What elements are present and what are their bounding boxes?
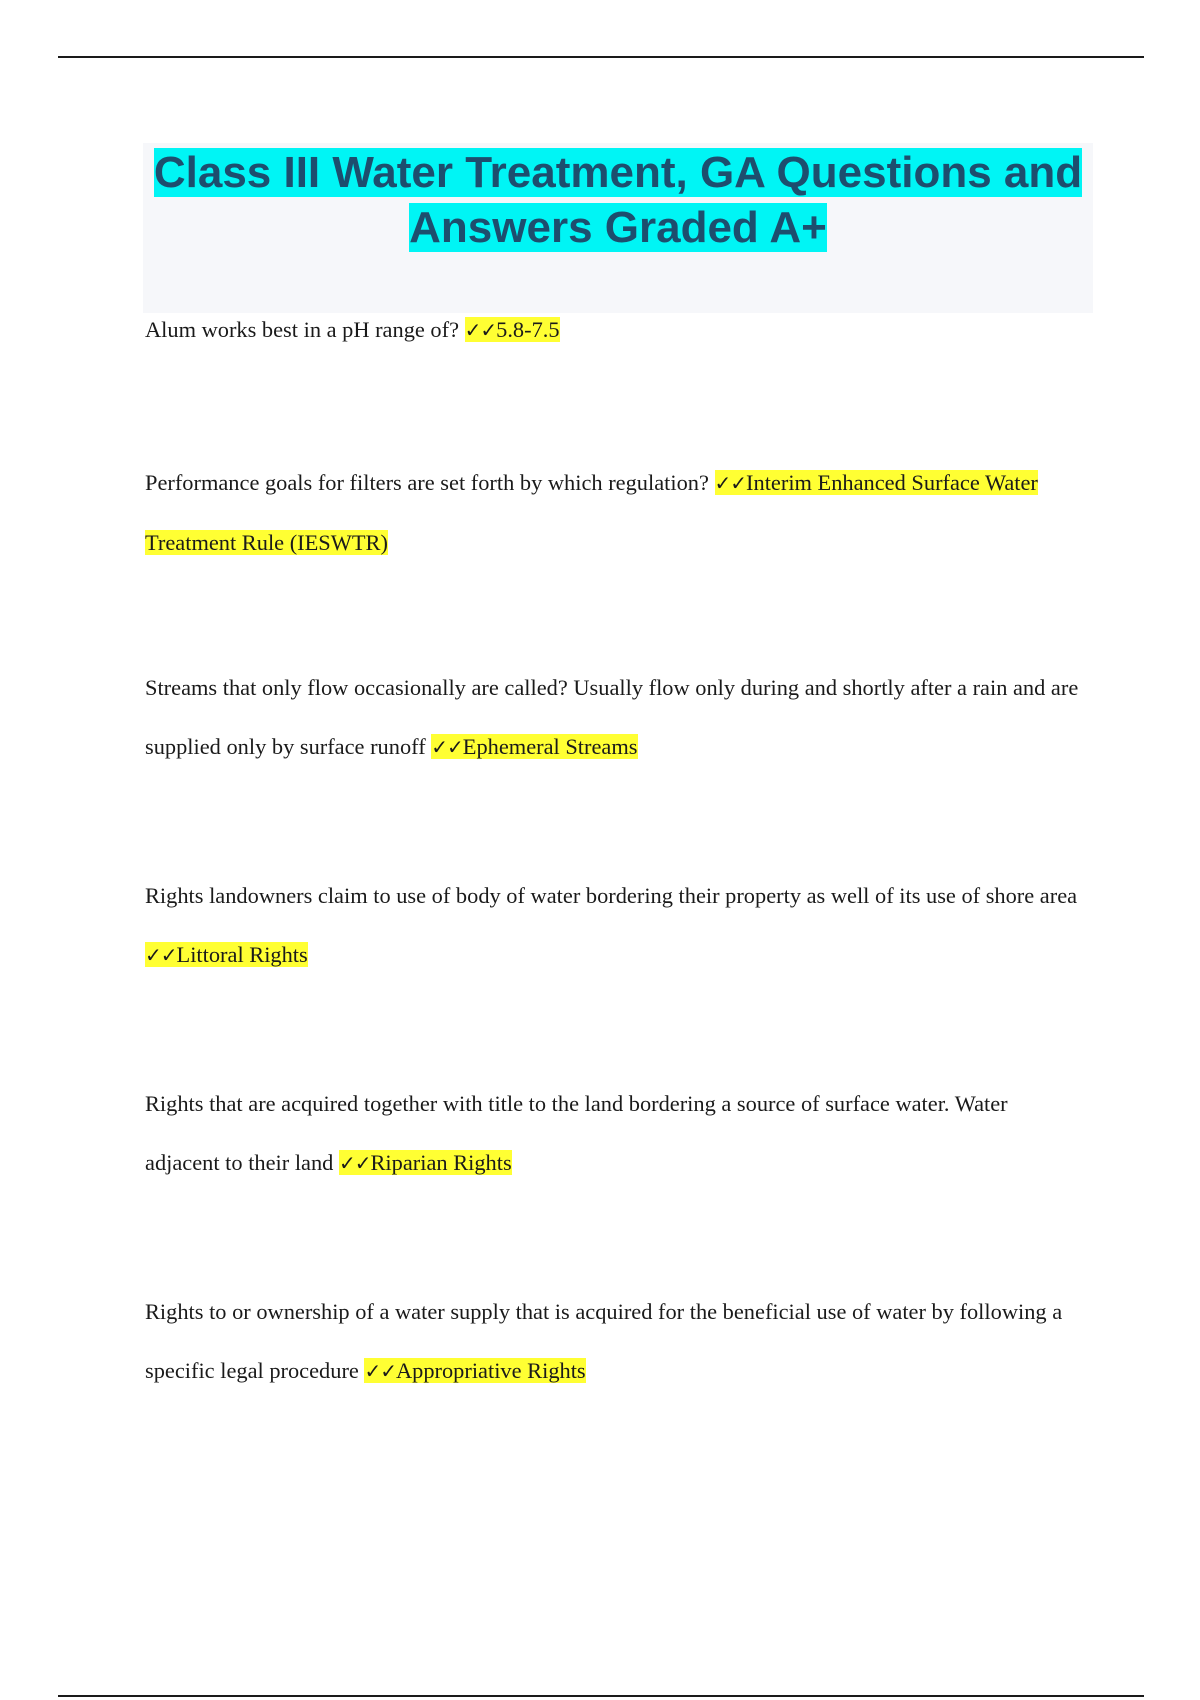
page-top-rule bbox=[58, 56, 1144, 58]
answer-highlight bbox=[145, 942, 308, 967]
answer-highlight bbox=[431, 734, 637, 759]
question-text: Streams that only flow occasionally are called? Usually flow only during and shortly after a rain and are supplied only by surface runoff bbox=[145, 675, 1079, 759]
answer-text: Interim Enhanced Surface Water Treatment Rule (IESWTR) bbox=[145, 470, 1038, 555]
double-check-icon: ✓✓ bbox=[145, 943, 177, 967]
question-text: Alum works best in a pH range of? bbox=[145, 317, 460, 342]
answer-text: Riparian Rights bbox=[370, 1150, 512, 1175]
answer-highlight bbox=[339, 1150, 512, 1175]
qa-item bbox=[145, 1074, 1085, 1193]
answer-text: Ephemeral Streams bbox=[462, 734, 638, 759]
qa-item bbox=[145, 453, 1085, 572]
double-check-icon: ✓✓ bbox=[364, 1359, 396, 1383]
qa-item bbox=[145, 866, 1085, 985]
question-text: Performance goals for filters are set forth by which regulation? bbox=[145, 470, 709, 495]
qa-item bbox=[145, 658, 1085, 777]
question-text: Rights landowners claim to use of body of water bordering their property as well of its use of shore area bbox=[145, 883, 1078, 908]
question-text: Rights to or ownership of a water supply that is acquired for the beneficial use of water by following a specific legal procedure bbox=[145, 1299, 1063, 1383]
double-check-icon: ✓✓ bbox=[431, 735, 463, 759]
document-title bbox=[143, 143, 1093, 255]
double-check-icon: ✓✓ bbox=[714, 471, 747, 495]
qa-item bbox=[145, 1282, 1085, 1401]
double-check-icon: ✓✓ bbox=[464, 318, 497, 342]
document-title-text: Class III Water Treatment, GA Questions and Answers Graded A+ bbox=[153, 148, 1083, 252]
answer-text: 5.8-7.5 bbox=[496, 317, 560, 342]
answer-text: Appropriative Rights bbox=[395, 1358, 586, 1383]
answer-highlight bbox=[364, 1358, 585, 1383]
question-text: Rights that are acquired together with title to the land bordering a source of surface water. Water adjacent to their land bbox=[145, 1091, 1008, 1175]
answer-highlight bbox=[465, 317, 560, 342]
double-check-icon: ✓✓ bbox=[338, 1151, 371, 1175]
page-bottom-rule bbox=[58, 1695, 1144, 1697]
qa-item bbox=[145, 300, 1085, 360]
answer-text: Littoral Rights bbox=[176, 942, 308, 967]
title-block bbox=[143, 143, 1093, 313]
